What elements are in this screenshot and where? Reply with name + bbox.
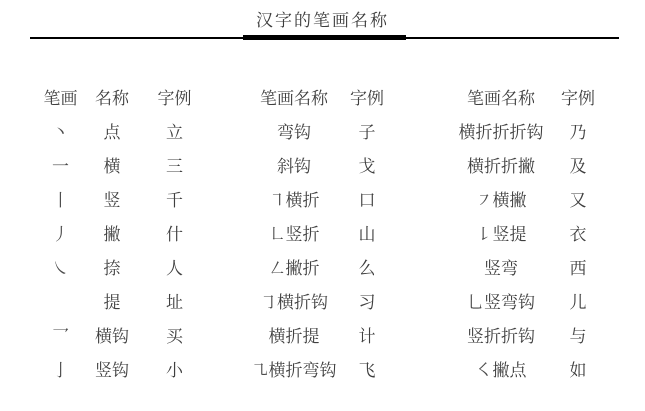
table-row (38, 252, 208, 286)
example-char: 与 (569, 327, 587, 346)
stroke-name: 弯钩 (277, 123, 311, 142)
stroke-glyph: ㇛ (475, 361, 493, 380)
example-char: 衣 (569, 225, 587, 244)
stroke-name: 捺 (103, 259, 121, 278)
example-char: 计 (358, 327, 376, 346)
stroke-name: 横折 (285, 191, 320, 210)
example-char: 戈 (358, 157, 376, 176)
stroke-name-cell (243, 252, 345, 286)
example-char: 人 (166, 259, 183, 278)
example-char: 什 (166, 225, 183, 244)
column-header-stroke: 笔画 (43, 89, 78, 108)
example-char: 千 (166, 191, 183, 210)
stroke-name-cell (447, 252, 555, 286)
column-header-name: 名称 (95, 89, 129, 108)
table-row (243, 354, 393, 388)
example-char: 如 (569, 361, 587, 380)
stroke-name-cell (243, 354, 345, 388)
stroke-name-cell (243, 150, 345, 184)
table-row (243, 150, 393, 184)
stroke-name-cell (447, 150, 555, 184)
stroke-name: 点 (103, 123, 121, 142)
column-header-example: 字例 (561, 89, 595, 108)
stroke-name: 横折钩 (277, 293, 328, 312)
example-char: 山 (358, 225, 376, 244)
stroke-glyph: ㇇ (475, 191, 493, 210)
stroke-name-cell (447, 320, 555, 354)
example-char: 习 (358, 293, 376, 312)
table-row (38, 320, 208, 354)
table-row (38, 286, 208, 320)
table-row (447, 218, 605, 252)
stroke-name-cell (447, 218, 555, 252)
column-header-stroke-name: 笔画名称 (467, 89, 535, 108)
table-row (243, 320, 393, 354)
table-group-1 (38, 82, 208, 388)
example-char: 么 (358, 259, 376, 278)
stroke-glyph: 乛 (52, 327, 69, 346)
example-char: 及 (569, 157, 587, 176)
stroke-glyph: ㇕ (268, 191, 286, 210)
table-header-row (38, 82, 208, 116)
stroke-glyph: ㇗ (268, 225, 286, 244)
column-header-example: 字例 (157, 89, 192, 108)
example-char: 乃 (569, 123, 587, 142)
stroke-name-cell (243, 116, 345, 150)
column-header-example: 字例 (350, 89, 384, 108)
stroke-name: 横折折折钩 (458, 123, 544, 142)
table-row (38, 218, 208, 252)
stroke-name-cell (447, 286, 555, 320)
table-row (243, 116, 393, 150)
table-row (38, 150, 208, 184)
table-group-2 (243, 82, 393, 388)
stroke-name-cell (243, 320, 345, 354)
table-row (447, 320, 605, 354)
stroke-glyph: 一 (52, 157, 69, 176)
table-group-3 (447, 82, 605, 388)
example-char: 儿 (569, 293, 587, 312)
stroke-name-cell (447, 116, 555, 150)
table-row (447, 116, 605, 150)
example-char: 飞 (358, 361, 376, 380)
title-underline-bold-segment (243, 35, 406, 40)
table-row (243, 252, 393, 286)
stroke-name: 提 (103, 293, 121, 312)
example-char: 址 (166, 293, 183, 312)
table-header-row (243, 82, 393, 116)
stroke-name: 竖提 (492, 225, 527, 244)
table-row (243, 286, 393, 320)
stroke-name: 竖 (103, 191, 121, 210)
stroke-name: 横折折撇 (467, 157, 535, 176)
stroke-name: 竖弯钩 (484, 293, 535, 312)
stroke-glyph-missing (38, 286, 83, 320)
example-char: 立 (166, 123, 183, 142)
table-row (447, 184, 605, 218)
stroke-glyph: 亅 (52, 361, 69, 380)
stroke-glyph: 丿 (52, 225, 69, 244)
table-row (447, 150, 605, 184)
table-row (447, 252, 605, 286)
example-char: 子 (358, 123, 376, 142)
stroke-glyph: ㇏ (52, 259, 69, 278)
stroke-name-cell (447, 354, 555, 388)
stroke-name: 撇点 (492, 361, 527, 380)
table-row (38, 354, 208, 388)
stroke-name: 横折提 (268, 327, 320, 346)
example-char: 买 (166, 327, 183, 346)
stroke-name-cell (243, 286, 345, 320)
example-char: 小 (166, 361, 183, 380)
page-title: 汉字的笔画名称 (256, 11, 389, 30)
stroke-name: 横撇 (492, 191, 527, 210)
stroke-name-cell (447, 184, 555, 218)
table-row (447, 286, 605, 320)
example-char: 口 (358, 191, 376, 210)
table-row (38, 116, 208, 150)
stroke-glyph: 丶 (52, 123, 69, 142)
example-char: 又 (569, 191, 587, 210)
stroke-name: 横折弯钩 (268, 361, 337, 380)
stroke-glyph: ㇆ (260, 293, 277, 312)
stroke-name: 横 (103, 157, 121, 176)
stroke-name: 竖折 (285, 225, 320, 244)
stroke-name: 斜钩 (277, 157, 311, 176)
column-header-stroke-name: 笔画名称 (260, 89, 328, 108)
stroke-glyph: ㇙ (475, 225, 493, 244)
stroke-glyph: 丨 (52, 191, 69, 210)
table-row (38, 184, 208, 218)
stroke-name: 竖折折钩 (467, 327, 535, 346)
example-char: 三 (166, 157, 183, 176)
table-row (447, 354, 605, 388)
example-char: 西 (569, 259, 587, 278)
stroke-name: 撇 (103, 225, 121, 244)
stroke-glyph: 乚 (467, 293, 484, 312)
stroke-name: 竖钩 (95, 361, 129, 380)
stroke-name: 横钩 (95, 327, 129, 346)
stroke-name-cell (243, 184, 345, 218)
table-header-row (447, 82, 605, 116)
stroke-glyph: ㇈ (251, 361, 269, 380)
table-row (243, 218, 393, 252)
table-row (243, 184, 393, 218)
stroke-name: 竖弯 (484, 259, 518, 278)
stroke-name: 撇折 (285, 259, 320, 278)
stroke-name-cell (243, 218, 345, 252)
stroke-glyph: ㇜ (268, 259, 286, 278)
